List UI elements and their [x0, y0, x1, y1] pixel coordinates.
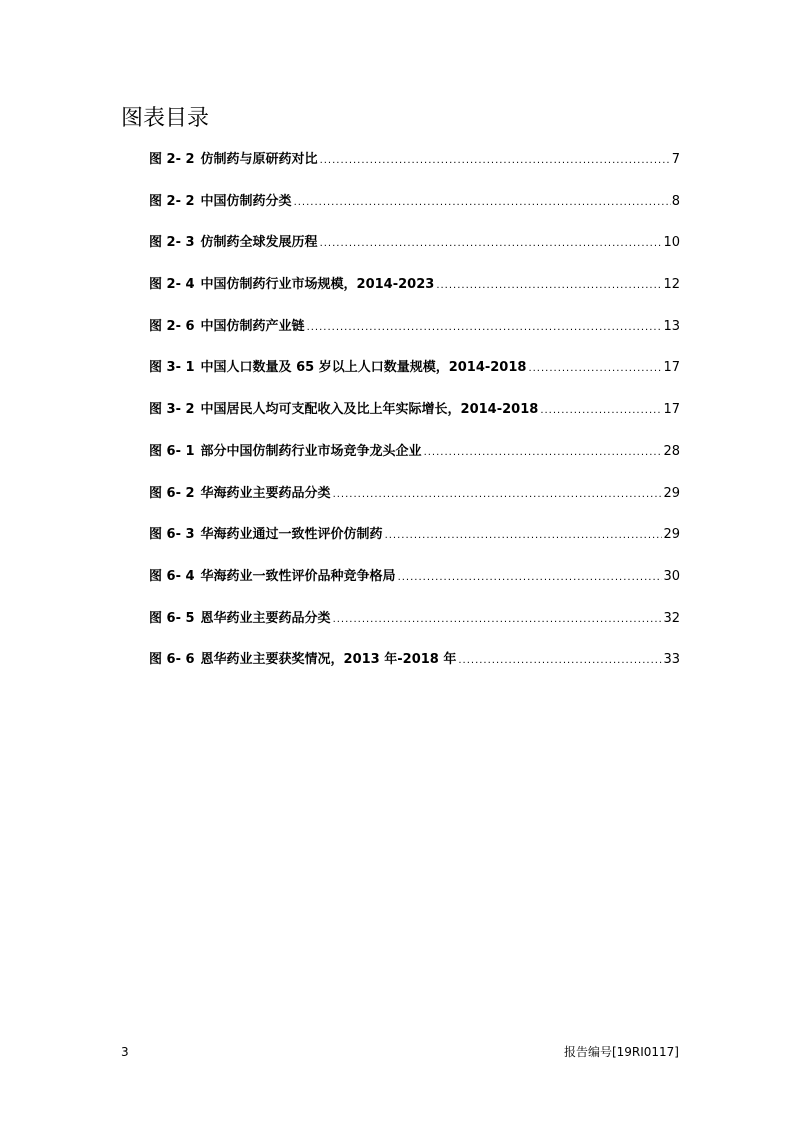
toc-entry-page: 17: [663, 402, 680, 418]
toc-entry-label: [149, 190, 292, 214]
toc-dot-leader: [320, 149, 671, 173]
toc-entry-number: 图 3- 2: [149, 402, 195, 418]
toc-entry-title: 华海药业一致性评价品种竞争格局: [200, 568, 396, 584]
toc-dot-leader: [528, 357, 662, 381]
toc-entry-label: [149, 231, 318, 255]
toc-entry[interactable]: [149, 607, 680, 649]
toc-entry[interactable]: [149, 648, 680, 690]
toc-entry-label: [149, 398, 538, 422]
toc-entry-page: 13: [663, 318, 680, 334]
toc-entry-page: 32: [663, 610, 680, 626]
toc-entry-number: 图 6- 1: [149, 443, 195, 459]
toc-entry-title: 恩华药业主要获奖情况，2013 年-2018 年: [200, 652, 457, 668]
toc-entry-label: [149, 315, 305, 339]
page-number: 3: [121, 1045, 129, 1059]
toc-entry-number: 图 2- 3: [149, 235, 195, 251]
toc-entry-title: 中国人口数量及 65 岁以上人口数量规模，2014-2018: [200, 360, 527, 376]
toc-entry-title: 中国仿制药产业链: [200, 318, 305, 334]
toc-dot-leader: [424, 441, 663, 465]
toc-entry[interactable]: [149, 315, 680, 357]
toc-entry[interactable]: [149, 398, 680, 440]
toc-entry[interactable]: [149, 482, 680, 524]
toc-entry-page: 10: [663, 235, 680, 251]
toc-entry-label: [149, 440, 422, 464]
toc-entry-page: 8: [671, 193, 680, 209]
toc-entry-title: 仿制药与原研药对比: [200, 152, 318, 167]
toc-entry[interactable]: [149, 523, 680, 565]
toc-dot-leader: [385, 524, 663, 548]
toc-entry-page: 17: [663, 360, 680, 376]
toc-entry-page: 28: [663, 443, 680, 459]
toc-entry-number: 图 2- 2: [149, 193, 195, 209]
toc-entry-page: 33: [663, 652, 680, 668]
toc-entry-label: [149, 607, 331, 631]
toc-entry-number: 图 6- 5: [149, 610, 195, 626]
toc-dot-leader: [307, 316, 663, 340]
toc-entry-title: 恩华药业主要药品分类: [200, 610, 331, 626]
toc-dot-leader: [458, 649, 662, 673]
toc-entry-page: 7: [671, 152, 680, 167]
toc-entry-number: 图 6- 4: [149, 568, 195, 584]
toc-dot-leader: [320, 232, 663, 256]
toc-entry-title: 中国居民人均可支配收入及比上年实际增长，2014-2018: [200, 402, 539, 418]
toc-entry-number: 图 2- 4: [149, 277, 195, 293]
toc-entry[interactable]: [149, 565, 680, 607]
toc-entry-label: [149, 273, 434, 297]
toc-entry-label: [149, 565, 396, 589]
toc-entry-label: [149, 648, 456, 672]
toc-dot-leader: [333, 608, 663, 632]
toc-entry[interactable]: [149, 440, 680, 482]
toc-entry-number: 图 6- 3: [149, 527, 195, 543]
toc-entry-page: 12: [663, 277, 680, 293]
toc-entry-number: 图 2- 6: [149, 318, 195, 334]
figure-toc-list: [149, 148, 680, 690]
toc-entry-title: 华海药业通过一致性评价仿制药: [200, 527, 383, 543]
toc-entry-title: 华海药业主要药品分类: [200, 485, 331, 501]
toc-entry[interactable]: [149, 356, 680, 398]
toc-entry[interactable]: [149, 231, 680, 273]
toc-entry-number: 图 2- 2: [149, 152, 195, 167]
toc-entry-label: [149, 356, 526, 380]
toc-entry-title: 仿制药全球发展历程: [200, 235, 318, 251]
toc-dot-leader: [333, 483, 663, 507]
toc-entry-title: 中国仿制药分类: [200, 193, 292, 209]
toc-entry-page: 29: [663, 485, 680, 501]
toc-heading: 图表目录: [121, 106, 210, 131]
toc-entry-title: 中国仿制药行业市场规模，2014-2023: [200, 277, 435, 293]
toc-dot-leader: [436, 274, 662, 298]
toc-entry[interactable]: [149, 273, 680, 315]
report-code: 报告编号[19RI0117]: [563, 1045, 679, 1059]
toc-entry-page: 29: [663, 527, 680, 543]
toc-entry[interactable]: [149, 148, 680, 190]
toc-entry-label: [149, 523, 383, 547]
toc-entry-title: 部分中国仿制药行业市场竞争龙头企业: [200, 443, 422, 459]
toc-entry-label: [149, 148, 318, 172]
toc-entry-page: 30: [663, 568, 680, 584]
toc-entry[interactable]: [149, 190, 680, 232]
toc-entry-number: 图 3- 1: [149, 360, 195, 376]
toc-entry-label: [149, 482, 331, 506]
toc-dot-leader: [398, 566, 663, 590]
toc-dot-leader: [540, 399, 662, 423]
toc-entry-number: 图 6- 6: [149, 652, 195, 668]
toc-entry-number: 图 6- 2: [149, 485, 195, 501]
toc-dot-leader: [294, 191, 671, 215]
